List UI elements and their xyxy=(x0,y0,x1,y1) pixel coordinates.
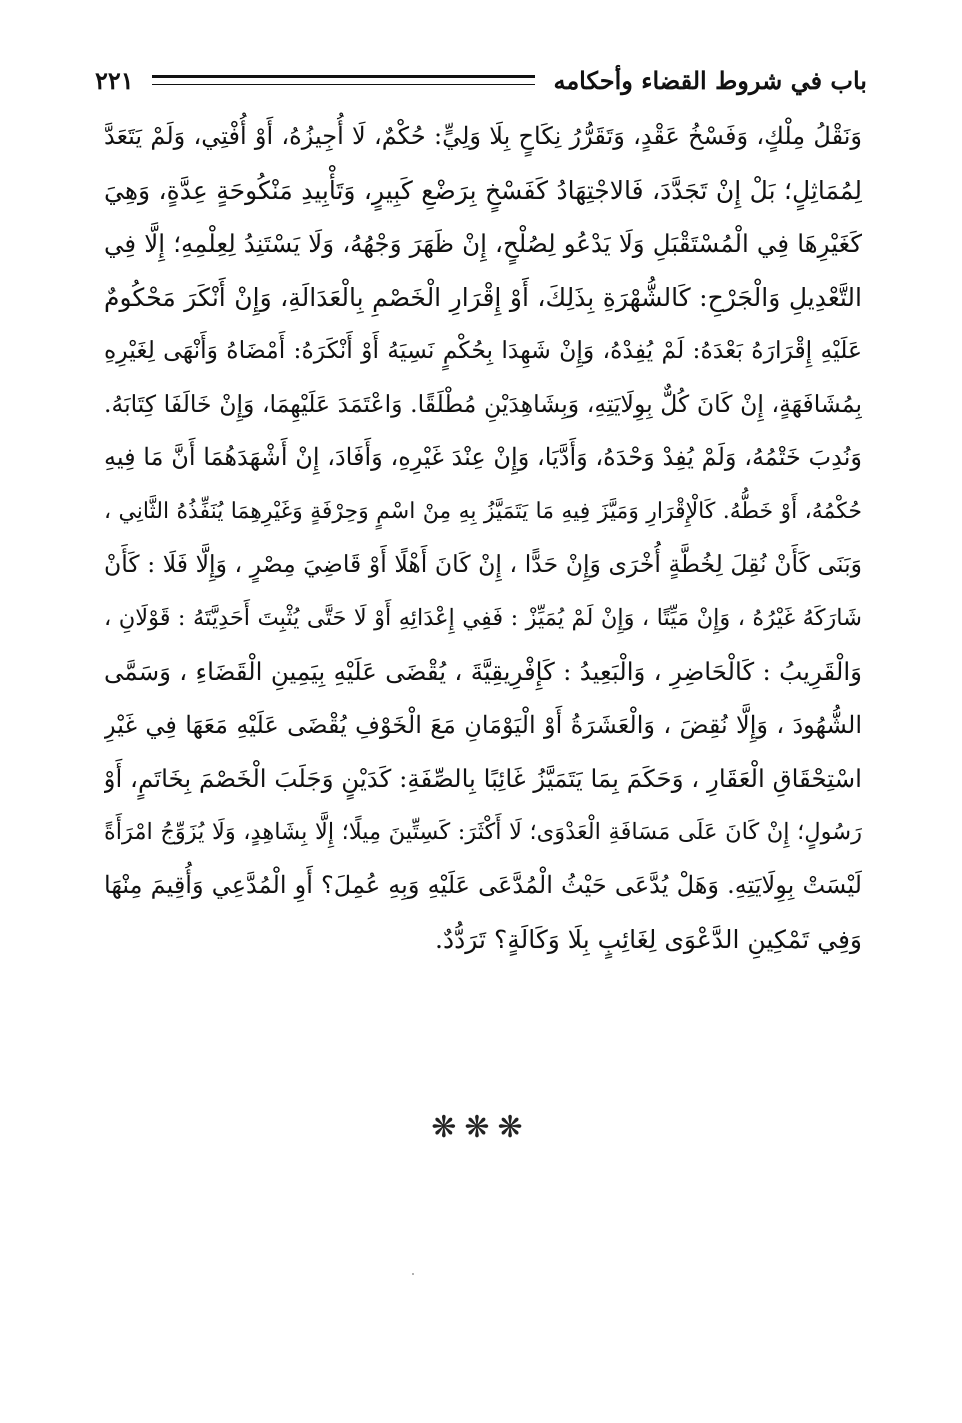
paper-speck xyxy=(412,1273,414,1275)
text-line: حُكْمُهُ، أَوْ خَطُّهُ. كَالْإِقْرَارِ وَمَيَّزَ فِيهِ مَا يَتَمَيَّزُ بِهِ مِنْ اسْمٍ وَحِرْفَةٍ وَغَيْرِهِمَا يُنَفِّذُهُ الثَّانِي ، xyxy=(104,498,862,524)
text-line: وَبَنَى كَأَنْ نُقِلَ لِخُطَّةٍ أُخْرَى وَإِنْ حَدًّا ، إِنْ كَانَ أَهْلًا أَوْ قَاضِيَ مِصْرٍ ، وَإِلَّا فَلَا : كَأَنْ xyxy=(104,550,862,578)
text-line: وَنَقْلُ مِلْكٍ، وَفَسْخُ عَقْدٍ، وَتَقَرُّرُ نِكَاحٍ بِلَا وَلِيٍّ: حُكْمٌ، لَا أُجِيزُهُ، أَوْ أُفْتِي، وَلَمْ يَتَعَدَّ xyxy=(104,122,862,150)
text-line: اسْتِحْقَاقِ الْعَقَارِ ، وَحَكَمَ بِمَا يَتَمَيَّزُ غَائِبًا بِالصِّفَةِ: كَدَيْنٍ وَجَلَبَ الْخَصْمَ بِخَاتَمٍ، أَوْ xyxy=(104,764,862,793)
text-line-final: وَفِي تَمْكِينِ الدَّعْوَى لِغَائِبٍ بِلَا وَكَالَةٍ؟ تَرَدُّدٌ. xyxy=(435,924,862,954)
running-header xyxy=(95,60,867,100)
text-line: وَنُدِبَ خَتْمُهُ، وَلَمْ يُفِدْ وَحْدَهُ، وَأَدَّيَا، وَإِنْ عِنْدَ غَيْرِهِ، وَأَفَادَ، إِنْ أَشْهَدَهُمَا أَنَّ مَا فِيهِ xyxy=(104,443,862,471)
chapter-title: باب في شروط القضاء وأحكامه xyxy=(553,65,867,95)
text-line: الشُّهُودَ ، وَإِلَّا نُقِضَ ، وَالْعَشَرَةُ أَوْ الْيَوْمَانِ مَعَ الْخَوْفِ يُقْضَى عَلَيْهِ مَعَهَا فِي غَيْرِ xyxy=(104,710,862,739)
text-line: لَيْسَتْ بِوِلَايَتِهِ. وَهَلْ يُدَّعَى حَيْثُ الْمُدَّعَى عَلَيْهِ وَبِهِ عُمِلَ؟ أَوِ الْمُدَّعِي وَأُقِيمَ مِنْهَا xyxy=(104,871,862,899)
text-line: كَغَيْرِهَا فِي الْمُسْتَقْبَلِ وَلَا يَدْعُو لِصُلْحٍ، إِنْ ظَهَرَ وَجْهُهُ، وَلَا يَسْتَنِدُ لِعِلْمِهِ؛ إِلَّا فِي xyxy=(104,229,862,258)
page-number: ٢٢١ xyxy=(95,65,134,95)
text-line: شَارَكَهُ غَيْرُهُ ، وَإِنْ مَيِّتًا ، وَإِنْ لَمْ يُمَيِّزْ : فَفِي إِعْدَائِهِ أَوْ لَا حَتَّى يُثْبِتَ أَحَدِيَّتَهُ : قَوْلَانِ ، xyxy=(104,604,862,631)
text-line: رَسُولٍ؛ إِنْ كَانَ عَلَى مَسَافَةِ الْعَدْوَى؛ لَا أَكْثَرَ: كَسِتِّينَ مِيلًا؛ إِلَّا بِشَاهِدٍ، وَلَا يُزَوِّجُ امْرَأَةً xyxy=(104,818,862,845)
text-line: بِمُشَافَهَةٍ، إِنْ كَانَ كُلٌّ بِوِلَايَتِهِ، وَبِشَاهِدَيْنِ مُطْلَقًا. وَاعْتَمَدَ عَلَيْهِمَا، وَإِنْ خَالَفَا كِتَابَهُ. xyxy=(104,389,862,418)
body-text xyxy=(104,110,862,966)
text-line: وَالْقَرِيبُ : كَالْحَاضِرِ ، وَالْبَعِيدُ : كَإِفْرِيقِيَّةَ ، يُقْضَى عَلَيْهِ بِيَمِينِ الْقَضَاءِ ، وَسَمَّى xyxy=(104,657,862,686)
section-ornament: ❋❋❋ xyxy=(431,1110,531,1145)
text-line: التَّعْدِيلِ وَالْجَرْحِ: كَالشُّهْرَةِ بِذَلِكَ، أَوْ إِقْرَارِ الْخَصْمِ بِالْعَدَالَةِ، وَإِنْ أَنْكَرَ مَحْكُومٌ xyxy=(104,282,862,312)
text-line: عَلَيْهِ إِقْرَارَهُ بَعْدَهُ: لَمْ يُفِدْهُ، وَإِنْ شَهِدَا بِحُكْمٍ نَسِيَهُ أَوْ أَنْكَرَهُ: أَمْضَاهُ وَأَنْهَى لِغَيْرِهِ xyxy=(104,336,862,364)
text-line: لِمُمَاثِلٍ؛ بَلْ إِنْ تَجَدَّدَ، فَالاجْتِهَادُ كَفَسْخٍ بِرَضْعِ كَبِيرٍ، وَتَأْبِيدِ مَنْكُوحَةٍ عِدَّةٍ، وَهِيَ xyxy=(104,175,862,205)
header-rule xyxy=(152,75,536,85)
